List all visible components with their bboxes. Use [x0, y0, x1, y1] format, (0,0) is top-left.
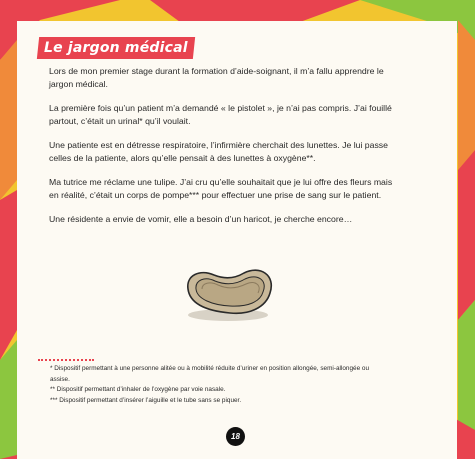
paragraph: La première fois qu’un patient m’a demandé « le pistolet », je n’ai pas compris. J’ai fouillé partout, c’était un urinal* qu’il voulait. [49, 103, 392, 126]
kidney-dish-icon [180, 265, 280, 325]
footnote: ** Dispositif permettant d’inhaler de l’oxygène par voie nasale. [50, 386, 226, 393]
paragraph: Une résidente a envie de vomir, elle a besoin d’un haricot, je cherche encore… [49, 214, 353, 224]
paragraph: Ma tutrice me réclame une tulipe. J’ai cru qu’elle souhaitait que je lui offre des fleurs mais en réalité, c’était un corps de pompe*** pour effectuer une prise de sang sur le patient. [49, 177, 393, 200]
paragraph: Lors de mon premier stage durant la formation d’aide-soignant, il m’a fallu apprendre le jargon médical. [49, 66, 384, 89]
page-number: 18 [226, 427, 245, 446]
paragraph: Une patiente est en détresse respiratoire, l’infirmière cherchait des lunettes. Je lui passe celles de la patiente, alors qu’elle pensait à des lunettes à oxygène**. [49, 140, 388, 163]
footnotes [50, 364, 380, 406]
footnote: *** Dispositif permettant d’insérer l’aiguille et le tube sans se piquer. [50, 396, 242, 404]
section-title [37, 37, 195, 59]
section-title-text: Le jargon médical [44, 40, 188, 56]
footnote-divider [38, 359, 94, 361]
body-text [49, 65, 394, 237]
footnote: * Dispositif permettant à une personne alitée ou à mobilité réduite d’uriner en position allongée, semi-allongée ou assise. [50, 365, 370, 383]
